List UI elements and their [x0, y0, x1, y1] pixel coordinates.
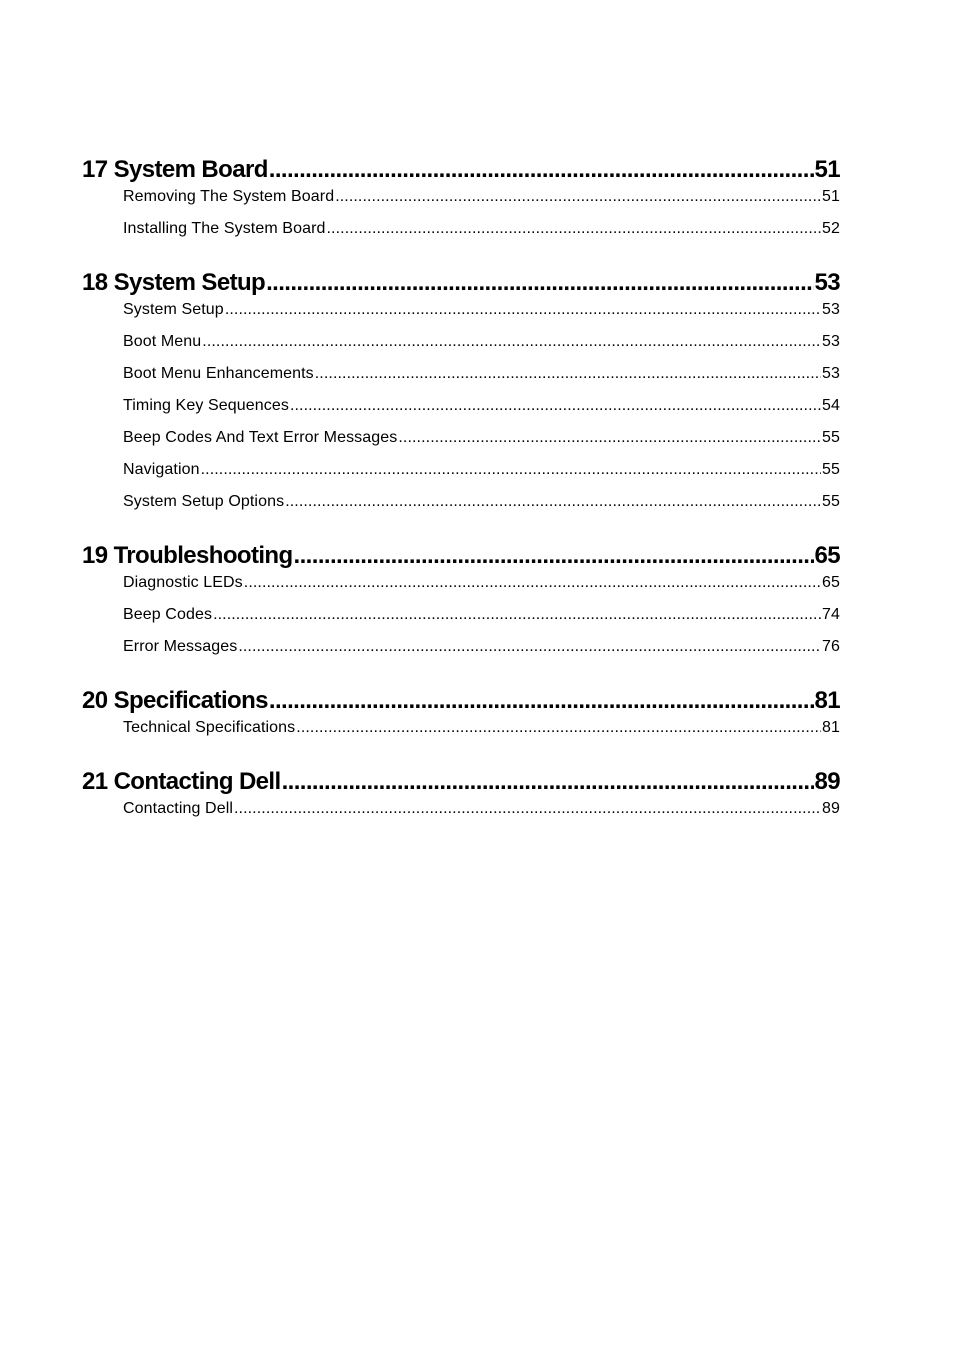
dot-leader [225, 301, 821, 319]
toc-section-entry[interactable] [123, 606, 840, 638]
toc-section-page: 76 [822, 638, 840, 655]
toc-chapter-title: 18 System Setup [82, 269, 266, 296]
dot-leader [266, 269, 813, 297]
toc-section-page: 51 [822, 188, 840, 205]
toc-chapter-entry[interactable] [82, 687, 840, 719]
toc-chapter-entry[interactable] [82, 156, 840, 188]
toc-section-entry[interactable] [123, 301, 840, 333]
toc-chapter [82, 768, 840, 832]
toc-section-entry[interactable] [123, 188, 840, 220]
toc-chapter [82, 269, 840, 525]
dot-leader [294, 542, 814, 570]
toc-chapter [82, 687, 840, 751]
toc-section-title: Beep Codes [123, 606, 213, 623]
toc-chapter-title: 20 Specifications [82, 687, 268, 714]
toc-section-title: Navigation [123, 461, 200, 478]
dot-leader [327, 220, 821, 238]
toc-section-entry[interactable] [123, 574, 840, 606]
dot-leader [282, 768, 814, 796]
dot-leader [202, 333, 821, 351]
dot-leader [315, 365, 821, 383]
toc-section-entry[interactable] [123, 365, 840, 397]
toc-section-title: Diagnostic LEDs [123, 574, 243, 591]
toc-section-page: 54 [822, 397, 840, 414]
dot-leader [285, 493, 821, 511]
toc-section-entry[interactable] [123, 800, 840, 832]
toc-chapter-page: 53 [814, 269, 840, 296]
dot-leader [244, 574, 821, 592]
toc-section-entry[interactable] [123, 220, 840, 252]
toc-section-page: 55 [822, 493, 840, 510]
toc-section-page: 89 [822, 800, 840, 817]
toc-section-entry[interactable] [123, 719, 840, 751]
toc-chapter-entry[interactable] [82, 768, 840, 800]
toc-chapter [82, 542, 840, 670]
toc-section-title: Boot Menu Enhancements [123, 365, 314, 382]
table-of-contents [82, 156, 840, 849]
toc-chapter [82, 156, 840, 252]
toc-section-title: Boot Menu [123, 333, 202, 350]
dot-leader [201, 461, 821, 479]
toc-section-entry[interactable] [123, 397, 840, 429]
toc-section-page: 65 [822, 574, 840, 591]
dot-leader [269, 687, 814, 715]
toc-chapter-entry[interactable] [82, 542, 840, 574]
dot-leader [238, 638, 821, 656]
dot-leader [335, 188, 821, 206]
dot-leader [290, 397, 821, 415]
dot-leader [269, 156, 814, 184]
toc-section-title: Technical Specifications [123, 719, 296, 736]
dot-leader [234, 800, 821, 818]
dot-leader [296, 719, 821, 737]
toc-chapter-title: 21 Contacting Dell [82, 768, 281, 795]
toc-chapter-page: 89 [814, 768, 840, 795]
toc-section-page: 53 [822, 365, 840, 382]
toc-section-title: Timing Key Sequences [123, 397, 289, 414]
toc-section-entry[interactable] [123, 429, 840, 461]
dot-leader [398, 429, 821, 447]
toc-section-page: 74 [822, 606, 840, 623]
toc-section-title: System Setup [123, 301, 224, 318]
toc-section-title: Contacting Dell [123, 800, 233, 817]
toc-section-title: Error Messages [123, 638, 238, 655]
toc-chapter-title: 19 Troubleshooting [82, 542, 293, 569]
dot-leader [213, 606, 821, 624]
toc-section-page: 55 [822, 461, 840, 478]
toc-section-page: 55 [822, 429, 840, 446]
toc-section-entry[interactable] [123, 461, 840, 493]
toc-section-title: Beep Codes And Text Error Messages [123, 429, 398, 446]
toc-chapter-page: 65 [814, 542, 840, 569]
toc-section-entry[interactable] [123, 638, 840, 670]
toc-chapter-page: 81 [814, 687, 840, 714]
toc-section-page: 81 [822, 719, 840, 736]
toc-section-page: 53 [822, 301, 840, 318]
toc-chapter-page: 51 [814, 156, 840, 183]
toc-section-page: 52 [822, 220, 840, 237]
toc-section-title: System Setup Options [123, 493, 285, 510]
toc-section-entry[interactable] [123, 493, 840, 525]
toc-chapter-entry[interactable] [82, 269, 840, 301]
toc-chapter-title: 17 System Board [82, 156, 268, 183]
toc-section-page: 53 [822, 333, 840, 350]
toc-section-entry[interactable] [123, 333, 840, 365]
toc-section-title: Installing The System Board [123, 220, 326, 237]
toc-section-title: Removing The System Board [123, 188, 335, 205]
